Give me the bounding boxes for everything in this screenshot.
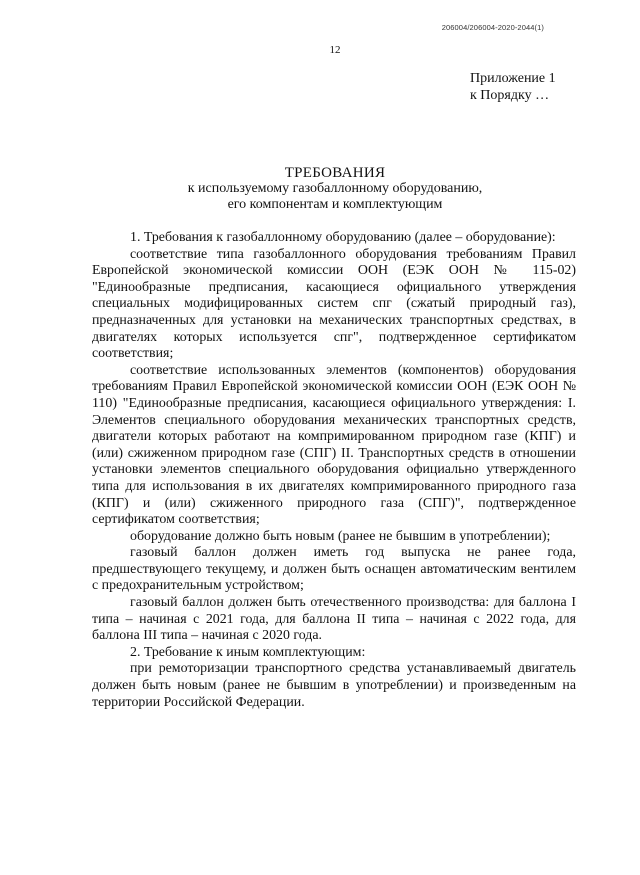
heading-subtitle-line-2: его компонентам и комплектующим <box>227 197 443 212</box>
document-id: 206004/206004-2020-2044(1) <box>441 23 544 32</box>
paragraph-cylinder-year: газовый баллон должен иметь год выпуска не ранее года, предшествующего текущему, и должен быть оснащен автоматическим вентилем с предохранительным устройством; <box>92 545 576 594</box>
paragraph-cylinder-origin: газовый баллон должен быть отечественного производства: для баллона I типа – начиная с 2021 года, для баллона II типа – начиная с 2022 года, для баллона III типа – начиная с 2020 года. <box>92 595 576 644</box>
paragraph-remotorization: при ремоторизации транспортного средства устанавливаемый двигатель должен быть новым (ранее не бывшим в употреблении) и произведенным на территории Российской Федерации. <box>92 661 576 710</box>
paragraph-section-2: 2. Требование к иным комплектующим: <box>130 644 366 660</box>
document-heading <box>0 165 640 213</box>
paragraph-components-compliance: соответствие использованных элементов (компонентов) оборудования требованиям Правил Европейской экономической комиссии ООН (ЕЭК ООН № 110) "Единообразные предписания, касающиеся официального утверждения: I. Элементов специального оборудования механических транспортных средств, двигатели которых работают на компримированном природном газе (КПГ) и (или) сжиженном природном газе (СПГ) II. Транспортных средств в отношении установки элементов специального оборудования официально утвержденного типа для использования в их двигателях компримированного природного газа (КПГ) и (или) сжиженного природного газа (СПГ)", подтвержденное сертификатом соответствия; <box>92 362 576 528</box>
document-body <box>92 230 576 711</box>
appendix-line-2: к Порядку … <box>470 88 550 103</box>
page-number: 12 <box>329 44 341 56</box>
paragraph-type-compliance: соответствие типа газобаллонного оборудования требованиям Правил Европейской экономической комиссии ООН (ЕЭК ООН № 115-02) "Единообразные предписания, касающиеся официального утверждения специальных модифицированных систем спг (сжатый природный газ), предназначенных для установки на механических транспортных средствах, в двигателях которых используется спг", подтвержденное сертификатом соответствия; <box>92 246 576 362</box>
heading-title: ТРЕБОВАНИЯ <box>284 165 386 181</box>
paragraph-new-equipment: оборудование должно быть новым (ранее не бывшим в употреблении); <box>130 528 551 544</box>
appendix-reference <box>470 70 556 104</box>
heading-subtitle-line-1: к используемому газобаллонному оборудованию, <box>187 181 483 196</box>
appendix-line-1: Приложение 1 <box>470 71 556 86</box>
paragraph-section-1: 1. Требования к газобаллонному оборудованию (далее – оборудование): <box>130 230 556 245</box>
